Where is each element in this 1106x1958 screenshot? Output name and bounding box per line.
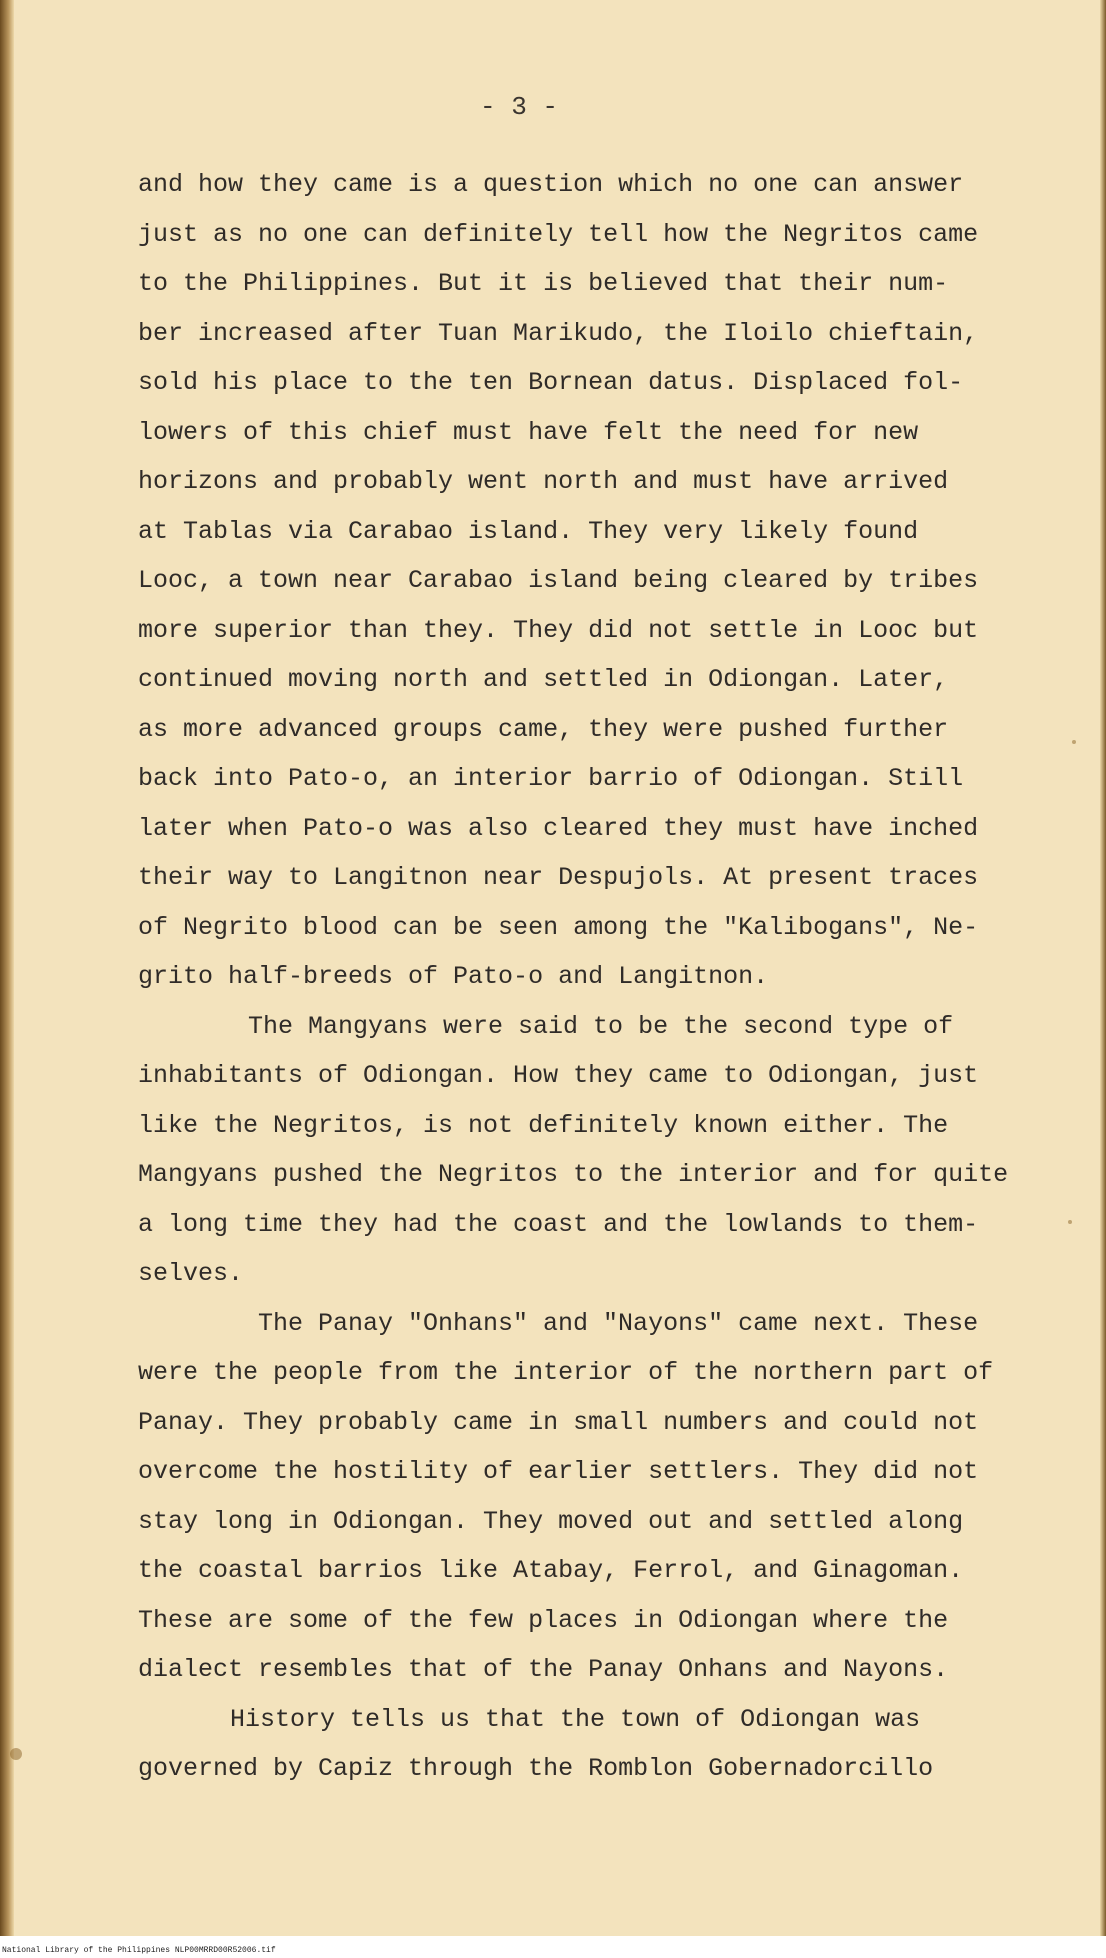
text-line: the coastal barrios like Atabay, Ferrol, and Ginagoman. xyxy=(138,1556,964,1585)
text-line: a long time they had the coast and the lowlands to them- xyxy=(138,1209,979,1239)
text-line: and how they came is a question which no one can answer xyxy=(138,170,964,199)
text-line: at Tablas via Carabao island. They very likely found xyxy=(138,516,919,546)
text-line: like the Negritos, is not definitely known either. The xyxy=(138,1110,949,1140)
scan-caption: National Library of the Philippines NLP00MRRD00R52006.tif xyxy=(2,1946,276,1955)
text-line: Looc, a town near Carabao island being cleared by tribes xyxy=(138,566,979,595)
typed-body-text xyxy=(138,160,1068,1794)
text-line: grito half-breeds of Pato-o and Langitnon. xyxy=(138,962,769,991)
paper-stain xyxy=(1072,740,1076,744)
text-line: just as no one can definitely tell how the Negritos came xyxy=(138,219,979,249)
paper-stain xyxy=(10,1748,22,1760)
text-line: inhabitants of Odiongan. How they came to Odiongan, just xyxy=(138,1061,979,1090)
text-line: governed by Capiz through the Romblon Gobernadorcillo xyxy=(138,1754,934,1783)
text-line: back into Pato-o, an interior barrio of Odiongan. Still xyxy=(138,764,964,793)
text-line: Panay. They probably came in small numbers and could not xyxy=(138,1407,979,1437)
text-line: lowers of this chief must have felt the need for new xyxy=(138,417,919,447)
paragraph-start-line: History tells us that the town of Odiongan was xyxy=(230,1704,921,1734)
text-line: overcome the hostility of earlier settlers. They did not xyxy=(138,1457,979,1486)
text-line: Mangyans pushed the Negritos to the interior and for quite xyxy=(138,1160,1009,1189)
text-line: of Negrito blood can be seen among the "Kalibogans", Ne- xyxy=(138,912,979,942)
paper-stain xyxy=(1068,1220,1072,1224)
page-left-edge xyxy=(0,0,14,1936)
text-line: sold his place to the ten Bornean datus. Displaced fol- xyxy=(138,368,964,397)
text-line: These are some of the few places in Odiongan where the xyxy=(138,1605,949,1635)
paragraph-start-line: The Panay "Onhans" and "Nayons" came next. These xyxy=(258,1308,979,1338)
paragraph-start-line: The Mangyans were said to be the second type of xyxy=(248,1011,954,1041)
text-line: later when Pato-o was also cleared they must have inched xyxy=(138,813,979,843)
text-line: as more advanced groups came, they were pushed further xyxy=(138,714,949,744)
page-number: - 3 - xyxy=(480,92,559,122)
text-line: stay long in Odiongan. They moved out and settled along xyxy=(138,1506,964,1536)
text-line: selves. xyxy=(138,1259,244,1288)
text-line: ber increased after Tuan Marikudo, the Iloilo chieftain, xyxy=(138,318,979,348)
text-line: their way to Langitnon near Despujols. At present traces xyxy=(138,863,979,892)
text-line: horizons and probably went north and must have arrived xyxy=(138,467,949,496)
text-line: continued moving north and settled in Odiongan. Later, xyxy=(138,665,949,694)
text-line: more superior than they. They did not settle in Looc but xyxy=(138,615,979,645)
page-right-edge xyxy=(1100,0,1106,1936)
text-line: to the Philippines. But it is believed that their num- xyxy=(138,269,949,298)
text-line: were the people from the interior of the northern part of xyxy=(138,1358,994,1387)
text-line: dialect resembles that of the Panay Onhans and Nayons. xyxy=(138,1655,949,1684)
